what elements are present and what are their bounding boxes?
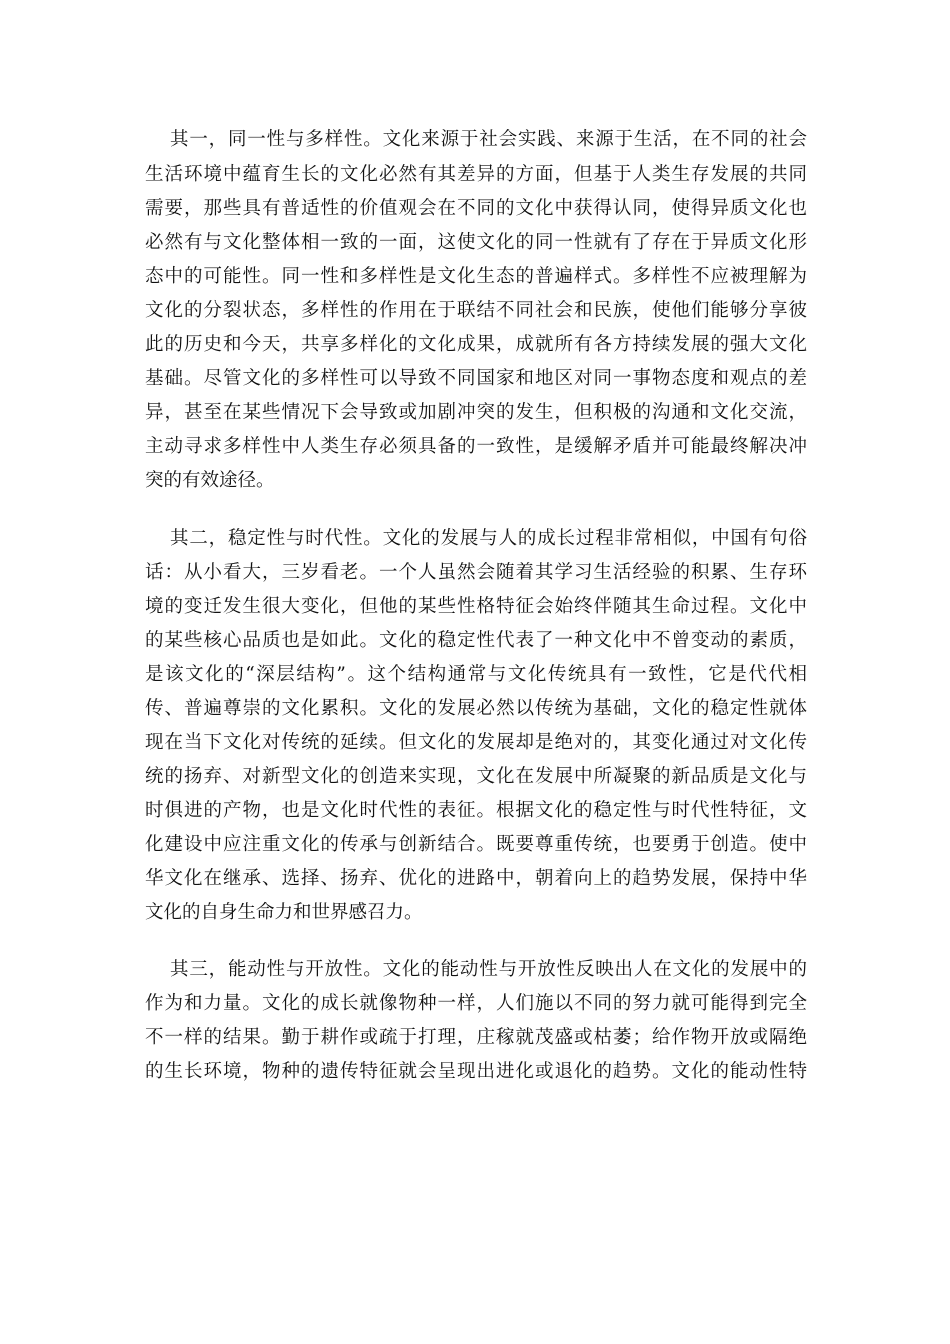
text-line: 化建设中应注重文化的传承与创新结合。既要尊重传统，也要勇于创造。使中 — [145, 834, 807, 855]
text-line: 基础。尽管文化的多样性可以导致不同国家和地区对同一事物态度和观点的差 — [145, 368, 807, 389]
text-line: 的某些核心品质也是如此。文化的稳定性代表了一种文化中不曾变动的素质， — [145, 630, 807, 651]
text-line: 文化的分裂状态，多样性的作用在于联结不同社会和民族，使他们能够分享彼 — [145, 300, 807, 321]
text-line: 其二，稳定性与时代性。文化的发展与人的成长过程非常相似，中国有句俗 — [170, 528, 807, 549]
text-line: 华文化在继承、选择、扬弃、优化的进路中，朝着向上的趋势发展，保持中华 — [145, 868, 807, 889]
text-line: 话：从小看大，三岁看老。一个人虽然会随着其学习生活经验的积累、生存环 — [145, 562, 807, 583]
text-line: 传、普遍尊崇的文化累积。文化的发展必然以传统为基础，文化的稳定性就体 — [145, 698, 807, 719]
text-line: 现在当下文化对传统的延续。但文化的发展却是绝对的，其变化通过对文化传 — [145, 732, 807, 753]
text-line: 其三，能动性与开放性。文化的能动性与开放性反映出人在文化的发展中的 — [170, 959, 807, 980]
text-line: 时俱进的产物，也是文化时代性的表征。根据文化的稳定性与时代性特征，文 — [145, 800, 807, 821]
text-line: 此的历史和今天，共享多样化的文化成果，成就所有各方持续发展的强大文化 — [145, 334, 807, 355]
text-line: 异，甚至在某些情况下会导致或加剧冲突的发生，但积极的沟通和文化交流， — [145, 402, 807, 423]
text-line: 是该文化的“深层结构”。这个结构通常与文化传统具有一致性，它是代代相 — [145, 664, 807, 685]
text-line: 统的扬弃、对新型文化的创造来实现，文化在发展中所凝聚的新品质是文化与 — [145, 766, 807, 787]
text-line: 不一样的结果。勤于耕作或疏于打理，庄稼就茂盛或枯萎；给作物开放或隔绝 — [145, 1027, 807, 1048]
text-line: 生活环境中蕴育生长的文化必然有其差异的方面，但基于人类生存发展的共同 — [145, 164, 807, 185]
text-line: 态中的可能性。同一性和多样性是文化生态的普遍样式。多样性不应被理解为 — [145, 266, 807, 287]
text-line: 主动寻求多样性中人类生存必须具备的一致性，是缓解矛盾并可能最终解决冲 — [145, 436, 807, 457]
text-line: 的生长环境，物种的遗传特征就会呈现出进化或退化的趋势。文化的能动性特 — [145, 1061, 807, 1082]
text-line: 文化的自身生命力和世界感召力。 — [145, 902, 423, 923]
text-line: 必然有与文化整体相一致的一面，这使文化的同一性就有了存在于异质文化形 — [145, 232, 807, 253]
text-line: 突的有效途径。 — [145, 470, 275, 491]
text-line: 其一，同一性与多样性。文化来源于社会实践、来源于生活，在不同的社会 — [170, 129, 807, 150]
text-line: 需要，那些具有普适性的价值观会在不同的文化中获得认同，使得异质文化也 — [145, 198, 807, 219]
text-line: 境的变迁发生很大变化，但他的某些性格特征会始终伴随其生命过程。文化中 — [145, 596, 807, 617]
text-line: 作为和力量。文化的成长就像物种一样，人们施以不同的努力就可能得到完全 — [145, 993, 807, 1014]
